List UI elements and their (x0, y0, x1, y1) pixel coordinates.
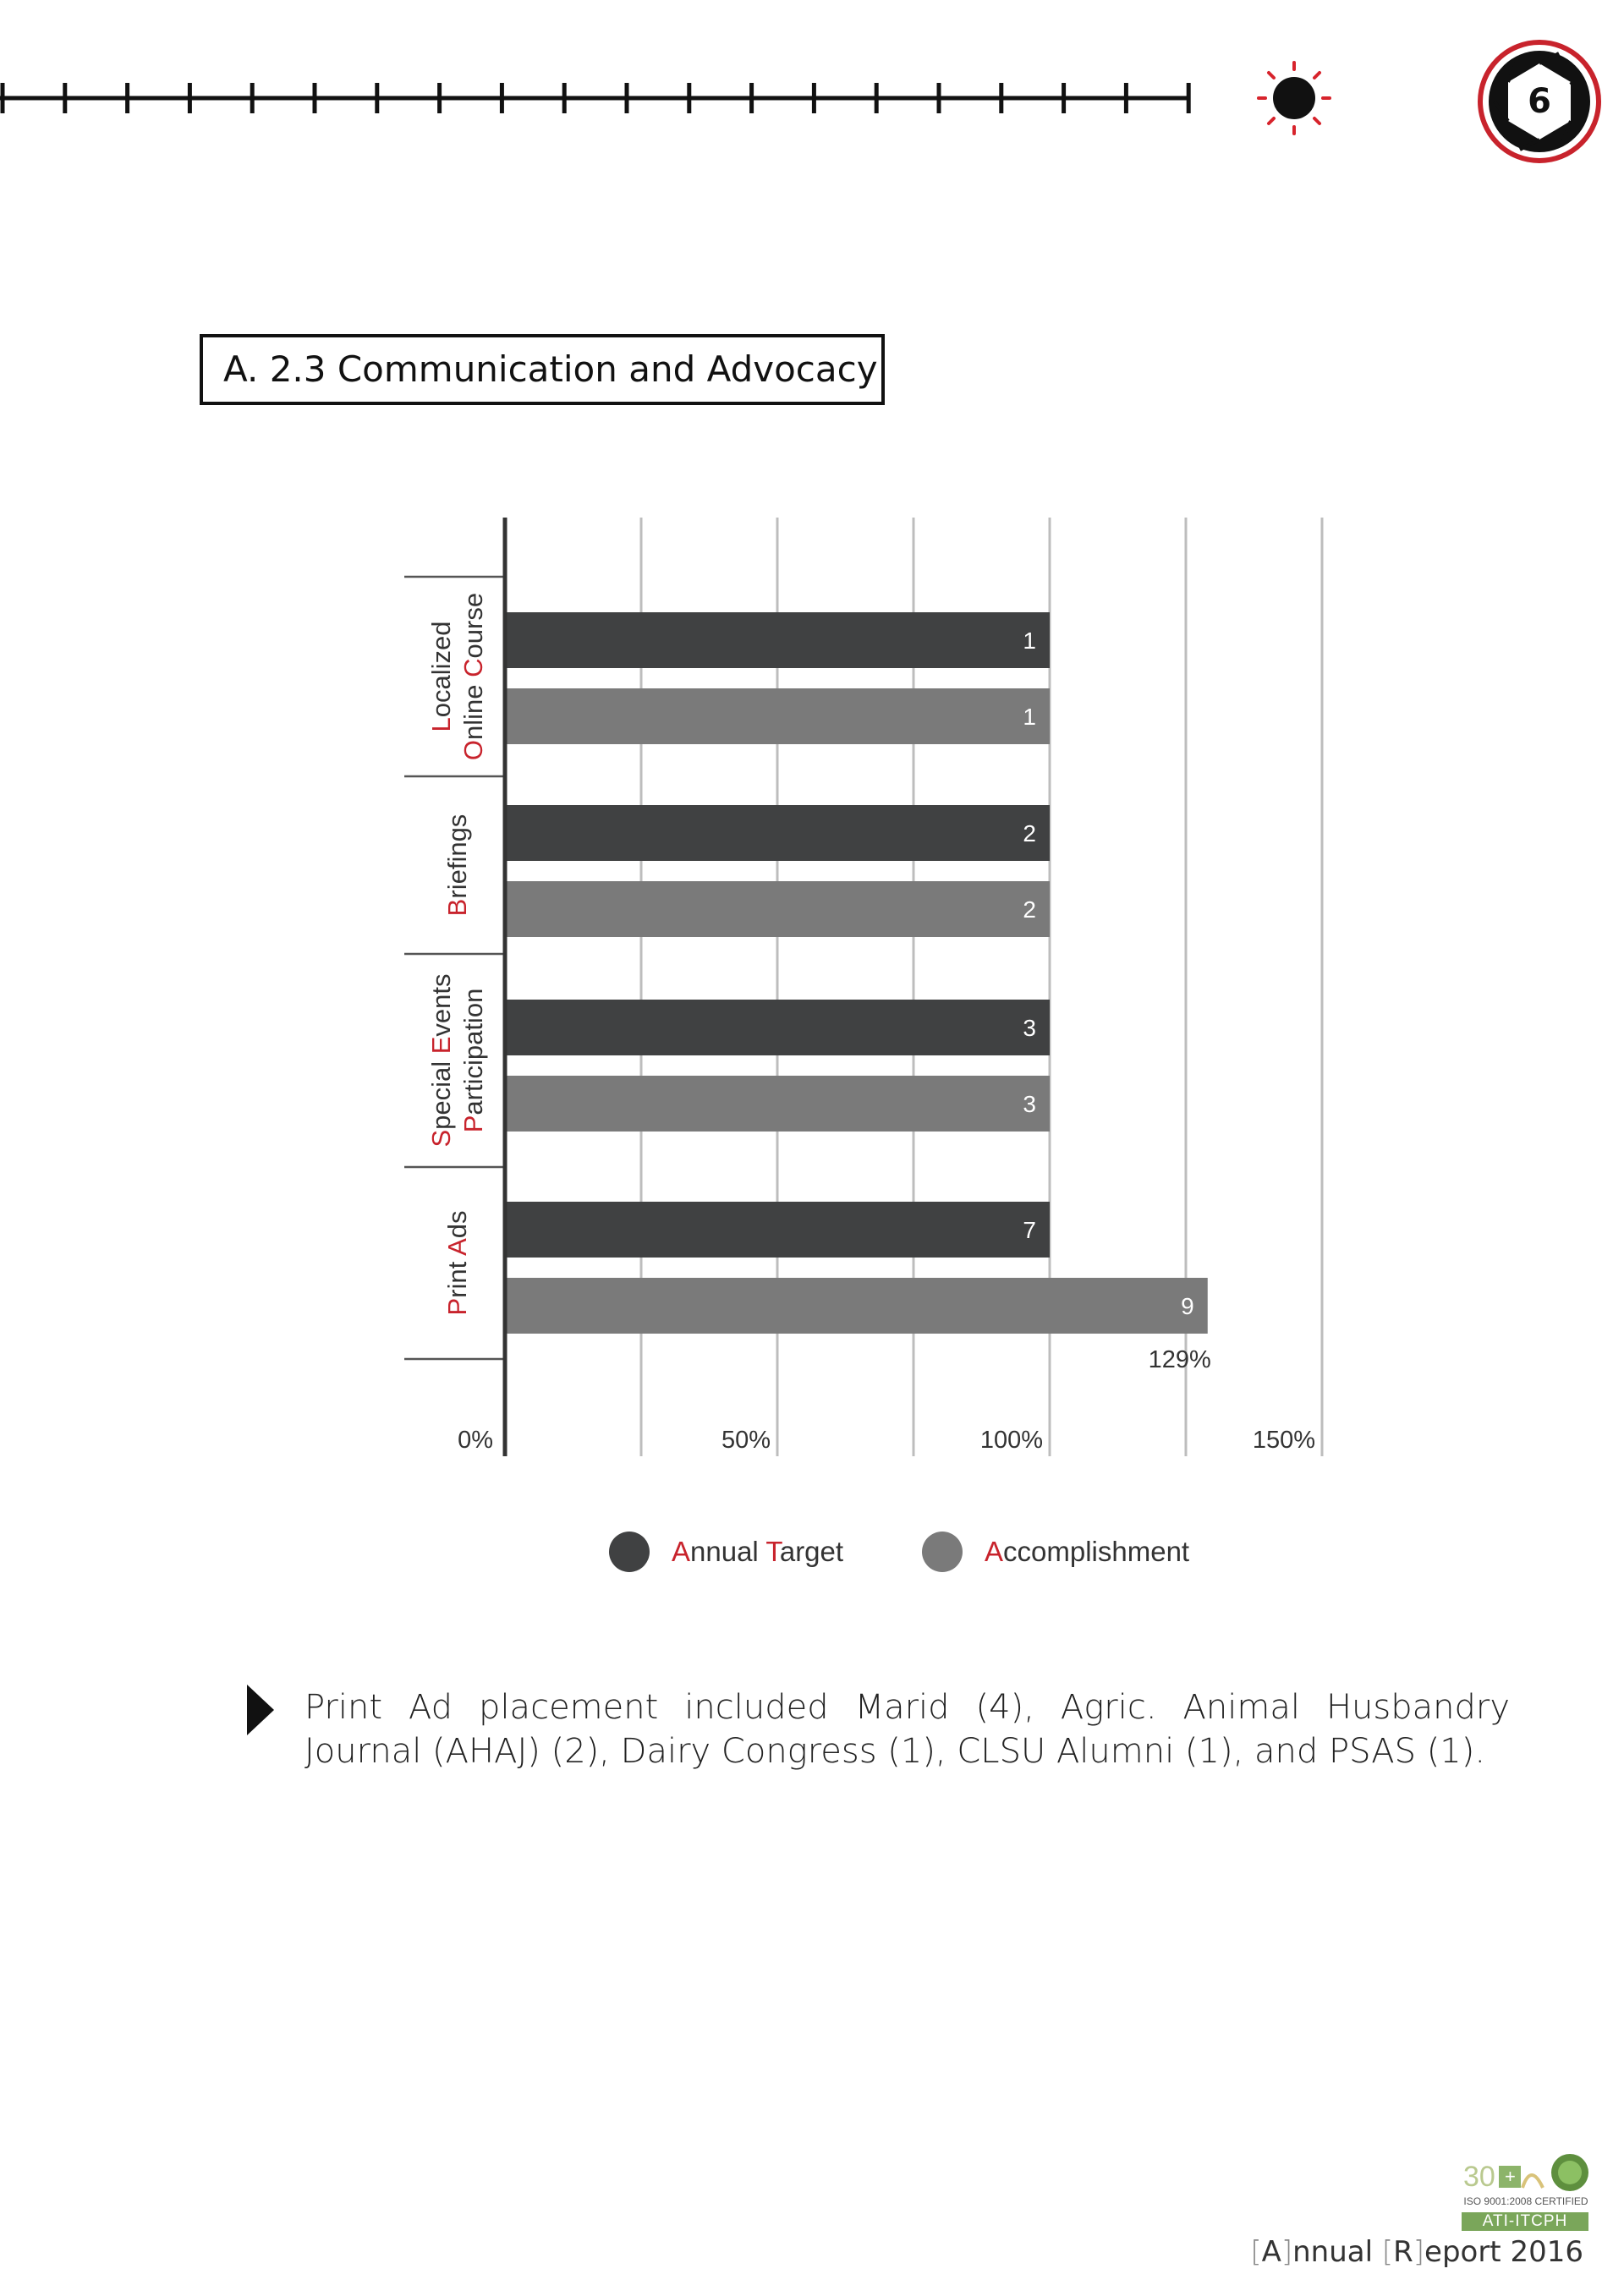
legend-swatch-dark (609, 1532, 650, 1572)
category-label-line: Participation (458, 988, 488, 1133)
note-paragraph: Print Ad placement included Marid (4), Agric. Animal Husbandry Journal (AHAJ) (2), Dairy Congress (1), CLSU Alumni (1), and PSAS (1). (304, 1688, 1510, 1771)
bar-value-label: 1 (1023, 627, 1036, 654)
bar (505, 1000, 1050, 1055)
category-label (426, 973, 488, 1147)
arrow-bullet-icon (245, 1683, 276, 1737)
bar-value-label: 9 (1181, 1293, 1194, 1319)
bar (505, 881, 1050, 937)
legend-item-accomplishment (922, 1526, 1189, 1577)
bar (505, 1076, 1050, 1132)
bar (505, 612, 1050, 668)
chart-categories (404, 577, 505, 1359)
bar-value-label: 2 (1023, 896, 1036, 923)
svg-text:+: + (1505, 2166, 1516, 2187)
bar-value-label: 1 (1023, 704, 1036, 730)
chart-bars (505, 612, 1211, 1373)
bar (505, 1202, 1050, 1258)
bar-value-label: 3 (1023, 1091, 1036, 1117)
legend-item-annual-target (609, 1526, 843, 1577)
percent-annotation: 129% (1148, 1346, 1211, 1373)
bar (505, 805, 1050, 861)
x-tick-label: 50% (721, 1427, 771, 1454)
legend-label: Annual Target (672, 1536, 844, 1567)
bar-value-label: 7 (1023, 1217, 1036, 1243)
category-label-line: Special Events (426, 973, 456, 1148)
x-tick-label: 100% (979, 1427, 1043, 1454)
bar (505, 688, 1050, 744)
category-label (442, 814, 472, 917)
bar (505, 1278, 1208, 1334)
bar-value-label: 3 (1023, 1015, 1036, 1041)
svg-text:30: 30 (1463, 2161, 1495, 2193)
organization-band: ATI-ITCPH (1462, 2212, 1588, 2231)
category-label-line: Print Ads (442, 1210, 472, 1316)
x-tick-label: 0% (458, 1427, 493, 1454)
x-tick-label: 150% (1252, 1427, 1315, 1454)
legend-swatch-grey (922, 1532, 963, 1572)
category-label-line: Briefings (442, 814, 472, 917)
section-title: A. 2.3 Communication and Advocacy (223, 348, 878, 390)
legend-label: Accomplishment (985, 1536, 1190, 1567)
category-label-line: Online Course (458, 592, 488, 761)
category-label-line: Localized (426, 621, 456, 732)
page-number: 6 (1528, 82, 1551, 121)
certification-text: ISO 9001:2008 CERTIFIED (1463, 2195, 1588, 2207)
category-label (442, 1210, 472, 1315)
report-title: [A]nnual [R]eport 2016 (1250, 2235, 1583, 2269)
category-label (426, 593, 488, 760)
bar-value-label: 2 (1023, 820, 1036, 847)
